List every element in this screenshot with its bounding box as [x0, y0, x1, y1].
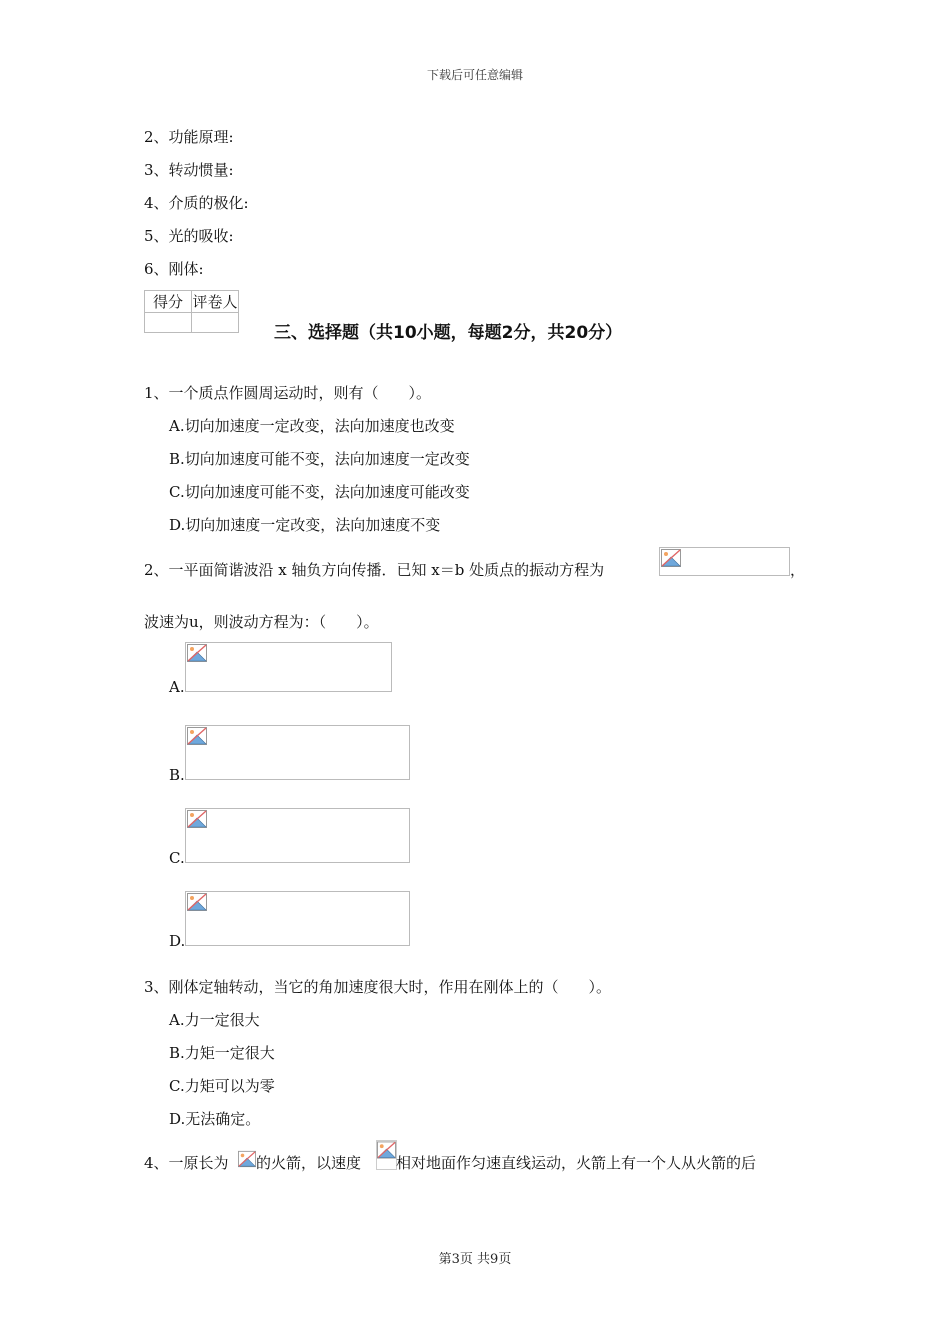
- grader-cell: [192, 313, 239, 333]
- option-label: C.: [169, 849, 185, 867]
- formula-image: [185, 891, 410, 946]
- grader-header: 评卷人: [192, 291, 239, 313]
- section-title: 三、选择题（共10小题，每题2分，共20分）: [274, 323, 623, 343]
- question-stem-cont: 相对地面作匀速直线运动，火箭上有一个人从火箭的后: [396, 1154, 757, 1172]
- score-header: 得分: [145, 291, 192, 313]
- broken-image-icon: [238, 1150, 256, 1168]
- formula-image: [659, 547, 790, 576]
- broken-image-icon: [187, 727, 207, 745]
- option-label: A.: [169, 678, 185, 696]
- formula-image: [376, 1140, 397, 1170]
- broken-image-icon: [187, 644, 207, 662]
- term-item: 5、光的吸收:: [144, 227, 234, 245]
- broken-image-icon: [187, 893, 207, 911]
- broken-image-icon: [377, 1141, 396, 1159]
- comma: ，: [790, 561, 806, 579]
- term-item: 2、功能原理:: [144, 128, 234, 146]
- formula-image: [238, 1150, 256, 1170]
- option-label: D.: [169, 932, 186, 950]
- formula-image: [185, 808, 410, 863]
- question-stem: 3、刚体定轴转动，当它的角加速度很大时，作用在刚体上的（ ）。: [144, 978, 612, 996]
- score-table: [144, 290, 239, 333]
- option: C.切向加速度可能不变，法向加速度可能改变: [169, 483, 470, 501]
- option: A.力一定很大: [169, 1011, 260, 1029]
- broken-image-icon: [187, 810, 207, 828]
- broken-image-icon: [661, 549, 681, 567]
- option: D.切向加速度一定改变，法向加速度不变: [169, 516, 441, 534]
- page-header: 下载后可任意编辑: [426, 68, 523, 82]
- option: B.切向加速度可能不变，法向加速度一定改变: [169, 450, 470, 468]
- question-stem-cont: 波速为u，则波动方程为：（ ）。: [144, 613, 379, 631]
- option-label: B.: [169, 766, 185, 784]
- option: D.无法确定。: [169, 1110, 261, 1128]
- term-item: 6、刚体:: [144, 260, 204, 278]
- option: B.力矩一定很大: [169, 1044, 275, 1062]
- term-item: 3、转动惯量:: [144, 161, 234, 179]
- question-stem: 4、一原长为: [144, 1154, 229, 1172]
- page-footer: 第3页 共9页: [438, 1252, 512, 1267]
- term-item: 4、介质的极化:: [144, 194, 249, 212]
- option: A.切向加速度一定改变，法向加速度也改变: [169, 417, 455, 435]
- option: C.力矩可以为零: [169, 1077, 275, 1095]
- formula-image: [185, 725, 410, 780]
- question-stem: 1、一个质点作圆周运动时，则有（ ）。: [144, 384, 432, 402]
- question-stem: 2、一平面简谐波沿 x 轴负方向传播．已知 x＝b 处质点的振动方程为: [144, 561, 605, 579]
- formula-image: [185, 642, 392, 692]
- question-stem-cont: 的火箭，以速度: [256, 1154, 362, 1172]
- score-cell: [145, 313, 192, 333]
